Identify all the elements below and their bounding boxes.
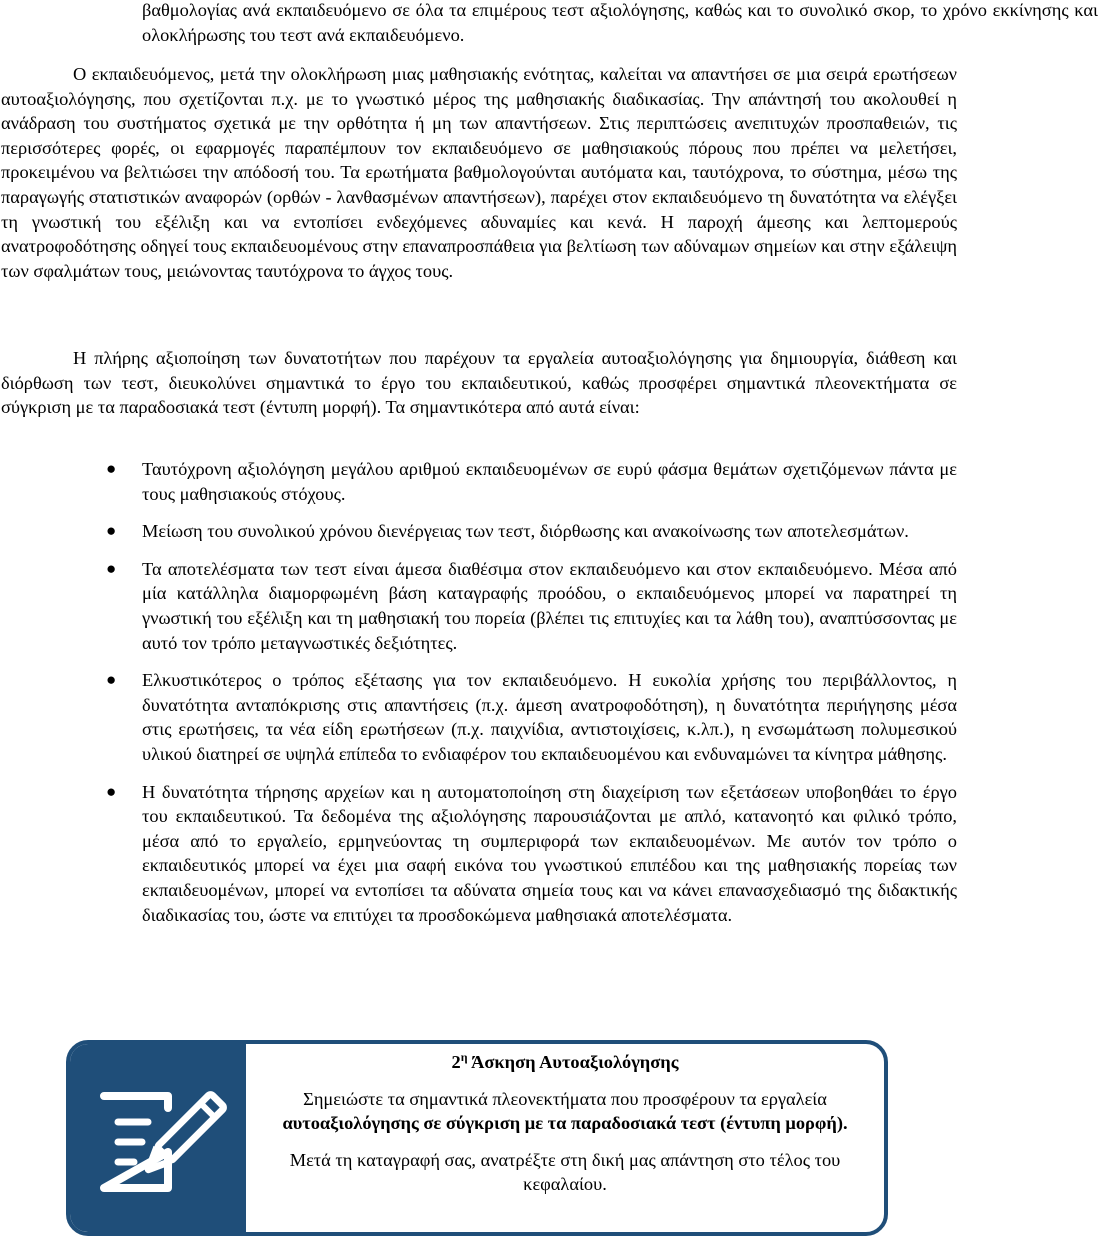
self-assessment-exercise-box [66,1040,888,1236]
exercise-instruction-bold: αυτοαξιολόγησης σε σύγκριση με τα παραδοσιακά τεστ (έντυπη μορφή). [282,1113,848,1134]
list-item [0,780,960,928]
exercise-title-text: Άσκηση Αυτοαξιολόγησης [467,1052,679,1072]
bullet-icon: ● [106,459,117,478]
bullet-icon: ● [106,781,117,801]
list-item [0,457,960,506]
exercise-instruction [250,1087,880,1136]
exercise-icon-panel [70,1044,246,1232]
list-item [0,668,960,766]
advantages-list [0,457,960,940]
paragraph-continuation: βαθμολογίας ανά εκπαιδευόμενο σε όλα τα επιμέρους τεστ αξιολόγησης, καθώς και το συνολικό σκορ, το χρόνο εκκίνησης και ολοκλήρωσης του τεστ ανά εκπαιδευόμενο. [142,0,1098,45]
list-item [0,557,960,655]
list-item-text: Τα αποτελέσματα των τεστ είναι άμεσα διαθέσιμα στον εκπαιδευόμενο και στον εκπαιδευόμενο. Μέσα από μία κατάλληλα διαμορφωμένη βάση καταγραφής προόδου, ο εκπαιδευόμενος μπορεί να παρατηρεί τη γνωστική του εξέλιξη και τη μαθησιακή του πορεία (βλέπει τις επιτυχίες και τα λάθη του), αναπτύσσοντας με αυτό τον τρόπο μεταγνωστικές δεξιότητες. [142,558,957,653]
paragraph-advantages-intro: Η πλήρης αξιοποίηση των δυνατοτήτων που παρέχουν τα εργαλεία αυτοαξιολόγησης για δημιουργία, διάθεση και διόρθωση των τεστ, διευκολύνει σημαντικά το έργο του εκπαιδευτικού, καθώς προσφέρει σημαντικά πλεονεκτήματα σε σύγκριση με τα παραδοσιακά τεστ (έντυπη μορφή). Τα σημαντικότερα από αυτά είναι: [1,348,957,418]
list-item-text: Ελκυστικότερος ο τρόπος εξέτασης για τον εκπαιδευόμενο. Η ευκολία χρήσης του περιβάλλοντος, η δυνατότητα ανταπόκρισης στις απαντήσεις (π.χ. άμεση ανατροφοδότηση), η δυνατότητα περιήγησης μέσα στις ερωτήσεις, τα νέα είδη ερωτήσεων (π.χ. παιχνίδια, αντιστοιχίσεις, κ.λπ.), η ενσωμάτωση πολυμεσικού υλικού διατηρεί σε υψηλά επίπεδα το ενδιαφέρον του εκπαιδευομένου και ενδυναμώνει τα κίνητρα μάθησης. [142,670,957,764]
exercise-instruction-normal: Σημειώστε τα σημαντικά πλεονεκτήματα που προσφέρουν τα εργαλεία [303,1088,827,1109]
exercise-note: Μετά τη καταγραφή σας, ανατρέξτε στη δική μας απάντηση στο τέλος του κεφαλαίου. [289,1149,841,1195]
exercise-ordinal-suffix: η [460,1049,468,1064]
exercise-content [250,1050,880,1209]
bullet-icon: ● [106,521,117,541]
bullet-icon: ● [106,558,117,578]
pencil-paper-icon [90,1082,226,1202]
list-item-text: Η δυνατότητα τήρησης αρχείων και η αυτοματοποίηση στη διαχείριση των εξετάσεων υποβοηθάει το έργο του εκπαιδευτικού. Τα δεδομένα της αξιολόγησης παρουσιάζονται με απλό, κατανοητό και φιλικό τρόπο, μέσα από το εργαλείο, ερμηνεύοντας τη συμπεριφορά των εκπαιδευομένων. Με αυτόν τον τρόπο ο εκπαιδευτικός μπορεί να έχει μια σαφή εικόνα του γνωστικού επιπέδου και της μαθησιακής πορείας των εκπαιδευομένων, μπορεί να εντοπίσει τα αδύνατα σημεία τους και να κάνει επανασχεδιασμό της διδακτικής διαδικασίας του, ώστε να επιτύχει τα προσδοκώμενα μαθησιακά αποτελέσματα. [142,781,957,925]
bullet-icon: ● [106,670,117,690]
list-item-text: Ταυτόχρονη αξιολόγηση μεγάλου αριθμού εκπαιδευομένων σε ευρύ φάσμα θεμάτων σχετιζόμενων πάντα με τους μαθησιακούς στόχους. [142,459,957,504]
exercise-title [250,1050,880,1075]
list-item-text: Μείωση του συνολικού χρόνου διενέργειας των τεστ, διόρθωσης και ανακοίνωσης των αποτελεσμάτων. [142,521,909,542]
exercise-number: 2 [451,1052,461,1072]
list-item [0,519,960,544]
paragraph-self-assessment: Ο εκπαιδευόμενος, μετά την ολοκλήρωση μιας μαθησιακής ενότητας, καλείται να απαντήσει σε μια σειρά ερωτήσεων αυτοαξιολόγησης, που σχετίζονται π.χ. με το γνωστικό μέρος της μαθησιακής διαδικασίας. Την απάντησή του ακολουθεί η ανάδραση του συστήματος σχετικά με την ορθότητα ή μη των απαντήσεων. Στις περιπτώσεις ανεπιτυχών προσπαθειών, τις περισσότερες φορές, οι εφαρμογές παραπέμπουν τον εκπαιδευόμενο σε μαθησιακούς πόρους που πρέπει να μελετήσει, προκειμένου να βελτιώσει την απόδοσή του. Τα ερωτήματα βαθμολογούνται αυτόματα και, ταυτόχρονα, το σύστημα, μέσω της παραγωγής στατιστικών αναφορών (ορθών - λανθασμένων απαντήσεων), παρέχει στον εκπαιδευόμενο τη δυνατότητα να ελέγξει τη γνωστική του εξέλιξη και να εντοπίσει ενδεχόμενες αδυναμίες και κενά. Η παροχή άμεσης και λεπτομερούς ανατροφοδότησης οδηγεί τους εκπαιδευομένους στην επαναπροσπάθεια για βελτίωση των αδύναμων σημείων και στην εξάλειψη των σφαλμάτων τους, μειώνοντας ταυτόχρονα το άγχος τους. [1,64,957,281]
